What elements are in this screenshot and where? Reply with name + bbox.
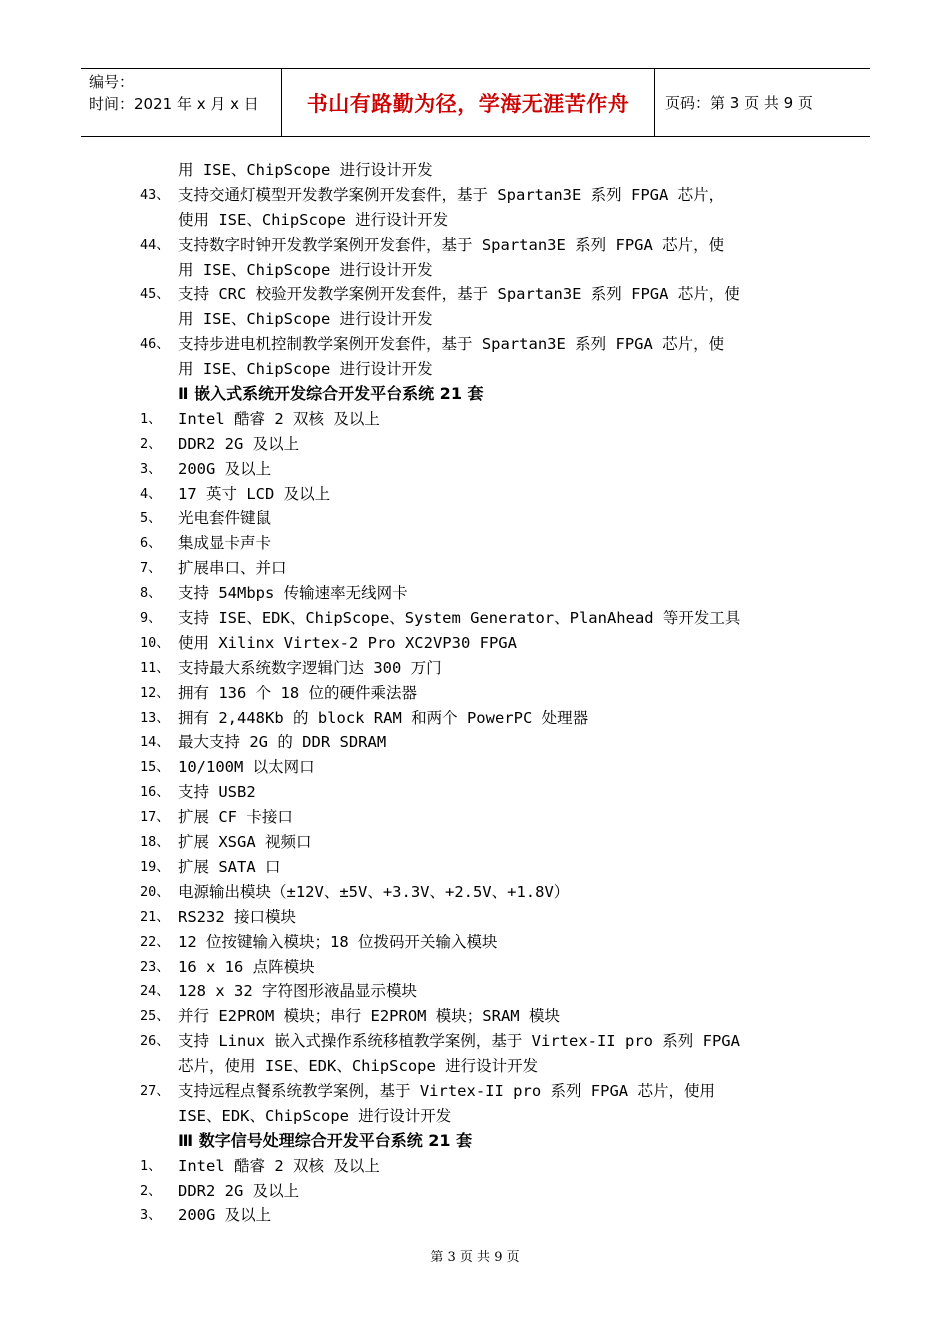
list-item: [140, 930, 820, 955]
list-item-text: DDR2 2G 及以上: [178, 1181, 300, 1200]
list-item: [140, 282, 820, 307]
section-heading: Ⅲ 数字信号处理综合开发平台系统 21 套: [178, 1130, 473, 1150]
list-item-number: 15、: [140, 759, 170, 776]
list-item: [140, 979, 820, 1004]
list-item-number: 5、: [140, 510, 162, 527]
list-item-text: 拥有 2,448Kb 的 block RAM 和两个 PowerPC 处理器: [178, 708, 589, 727]
list-item-number: 11、: [140, 659, 170, 676]
list-item-text: 12 位按键输入模块；18 位拨码开关输入模块: [178, 932, 498, 951]
list-item-number: 25、: [140, 1008, 170, 1025]
list-item-continuation: [140, 258, 820, 283]
list-item-number: 16、: [140, 784, 170, 801]
list-item: [140, 606, 820, 631]
list-item-number: 13、: [140, 709, 170, 726]
list-item-text: 支持步进电机控制教学案例开发套件，基于 Spartan3E 系列 FPGA 芯片，使: [178, 335, 725, 354]
list-item-number: 27、: [140, 1082, 170, 1099]
list-item: [140, 880, 820, 905]
document-body: [140, 158, 820, 1228]
page-header: [81, 68, 870, 137]
list-item: [140, 706, 820, 731]
list-item-text: 用 ISE、ChipScope 进行设计开发: [178, 310, 433, 329]
list-item: [140, 1079, 820, 1104]
list-item-continuation: [140, 307, 820, 332]
list-item: [140, 332, 820, 357]
list-item-text: 支持 Linux 嵌入式操作系统移植教学案例，基于 Virtex-II pro 系列 FPGA: [178, 1032, 740, 1051]
list-item: [140, 1029, 820, 1054]
list-item-text: 支持 USB2: [178, 783, 256, 802]
list-item: [140, 1179, 820, 1204]
list-item: [140, 482, 820, 507]
list-item: [140, 805, 820, 830]
list-item: [140, 233, 820, 258]
list-item-continuation: [140, 1104, 820, 1129]
list-item: [140, 830, 820, 855]
list-item-text: 200G 及以上: [178, 459, 272, 478]
list-item: [140, 656, 820, 681]
list-item: [140, 780, 820, 805]
list-item: [140, 955, 820, 980]
list-item-text: 用 ISE、ChipScope 进行设计开发: [178, 360, 433, 379]
list-item-text: 支持 CRC 校验开发教学案例开发套件，基于 Spartan3E 系列 FPGA 芯片，使: [178, 285, 740, 304]
list-item-continuation: [140, 357, 820, 382]
list-item-number: 46、: [140, 336, 170, 353]
list-item-text: 128 x 32 字符图形液晶显示模块: [178, 982, 417, 1001]
list-item-continuation: [140, 1054, 820, 1079]
list-item-text: 最大支持 2G 的 DDR SDRAM: [178, 733, 387, 752]
list-item-text: DDR2 2G 及以上: [178, 434, 300, 453]
list-item-number: 1、: [140, 1157, 162, 1174]
list-item-text: 电源输出模块（±12V、±5V、+3.3V、+2.5V、+1.8V）: [178, 882, 570, 901]
list-item-text: 支持 54Mbps 传输速率无线网卡: [178, 584, 408, 603]
list-item-text: 支持远程点餐系统教学案例，基于 Virtex-II pro 系列 FPGA 芯片，使用: [178, 1081, 715, 1100]
header-meta: [81, 69, 282, 136]
list-item: [140, 407, 820, 432]
list-item: [140, 432, 820, 457]
list-item: [140, 1154, 820, 1179]
list-item-text: 集成显卡声卡: [178, 534, 272, 553]
list-item-number: 23、: [140, 958, 170, 975]
list-item-number: 3、: [140, 460, 162, 477]
list-item-number: 22、: [140, 933, 170, 950]
document-date-label: 时间：2021 年 x 月 x 日: [89, 95, 259, 113]
list-item: [140, 1004, 820, 1029]
list-item-text: 支持最大系统数字逻辑门达 300 万门: [178, 658, 442, 677]
list-item-text: RS232 接口模块: [178, 907, 296, 926]
list-item: [140, 556, 820, 581]
header-motto: 书山有路勤为径，学海无涯苦作舟: [282, 69, 655, 136]
list-item-text: 并行 E2PROM 模块；串行 E2PROM 模块；SRAM 模块: [178, 1007, 560, 1026]
list-item: [140, 581, 820, 606]
page-footer: 第 3 页 共 9 页: [430, 1250, 520, 1265]
list-item-number: 26、: [140, 1033, 170, 1050]
list-item-number: 43、: [140, 186, 170, 203]
list-item-text: 扩展串口、并口: [178, 559, 287, 578]
list-item-number: 6、: [140, 535, 162, 552]
list-item: [140, 631, 820, 656]
list-item-number: 12、: [140, 684, 170, 701]
list-item-text: 扩展 XSGA 视频口: [178, 833, 312, 852]
list-item-continuation: [140, 158, 820, 183]
list-item: [140, 1203, 820, 1228]
list-item-number: 3、: [140, 1207, 162, 1224]
list-item: [140, 755, 820, 780]
document-number-label: 编号：: [89, 73, 135, 91]
list-item-continuation: [140, 208, 820, 233]
list-item-text: 用 ISE、ChipScope 进行设计开发: [178, 161, 433, 179]
list-item-number: 9、: [140, 610, 162, 627]
list-item-text: 拥有 136 个 18 位的硬件乘法器: [178, 683, 417, 702]
list-item-number: 7、: [140, 560, 162, 577]
list-item-number: 10、: [140, 634, 170, 651]
list-item-text: 扩展 CF 卡接口: [178, 808, 293, 827]
list-item-number: 18、: [140, 834, 170, 851]
list-item-text: 扩展 SATA 口: [178, 857, 281, 876]
list-item-text: 10/100M 以太网口: [178, 758, 315, 777]
list-item-text: 芯片，使用 ISE、EDK、ChipScope 进行设计开发: [178, 1057, 539, 1076]
list-item-number: 4、: [140, 485, 162, 502]
list-item: [140, 730, 820, 755]
list-item: [140, 681, 820, 706]
list-item-number: 44、: [140, 236, 170, 253]
list-item-text: 用 ISE、ChipScope 进行设计开发: [178, 260, 433, 279]
list-item-number: 8、: [140, 585, 162, 602]
list-item-text: ISE、EDK、ChipScope 进行设计开发: [178, 1106, 452, 1125]
list-item-text: 使用 ISE、ChipScope 进行设计开发: [178, 210, 449, 229]
list-item-text: 使用 Xilinx Virtex-2 Pro XC2VP30 FPGA: [178, 633, 517, 652]
list-item: [140, 905, 820, 930]
list-item-text: 17 英寸 LCD 及以上: [178, 484, 331, 503]
list-item-number: 24、: [140, 983, 170, 1000]
header-page-indicator: 页码：第 3 页 共 9 页: [665, 94, 813, 112]
list-item-number: 17、: [140, 809, 170, 826]
list-item-text: 支持数字时钟开发教学案例开发套件，基于 Spartan3E 系列 FPGA 芯片，使: [178, 235, 725, 254]
list-item-number: 1、: [140, 410, 162, 427]
list-item-text: 光电套件键鼠: [178, 509, 272, 528]
list-item-text: 16 x 16 点阵模块: [178, 957, 315, 976]
list-item: [140, 457, 820, 482]
list-item-text: 200G 及以上: [178, 1206, 272, 1225]
list-item-number: 2、: [140, 1182, 162, 1199]
list-item-number: 21、: [140, 908, 170, 925]
list-item-number: 2、: [140, 435, 162, 452]
list-item-number: 14、: [140, 734, 170, 751]
list-item-text: 支持交通灯模型开发教学案例开发套件，基于 Spartan3E 系列 FPGA 芯片，: [178, 185, 725, 204]
list-item: [140, 855, 820, 880]
list-item-text: Intel 酷睿 2 双核 及以上: [178, 409, 380, 428]
list-item-text: 支持 ISE、EDK、ChipScope、System Generator、PlanAhead 等开发工具: [178, 609, 741, 628]
list-item: [140, 531, 820, 556]
list-item: [140, 506, 820, 531]
list-item-text: Intel 酷睿 2 双核 及以上: [178, 1156, 380, 1175]
list-item-number: 20、: [140, 883, 170, 900]
list-item-number: 45、: [140, 286, 170, 303]
section-heading: Ⅱ 嵌入式系统开发综合开发平台系统 21 套: [178, 384, 484, 404]
list-item: [140, 183, 820, 208]
list-item-number: 19、: [140, 858, 170, 875]
